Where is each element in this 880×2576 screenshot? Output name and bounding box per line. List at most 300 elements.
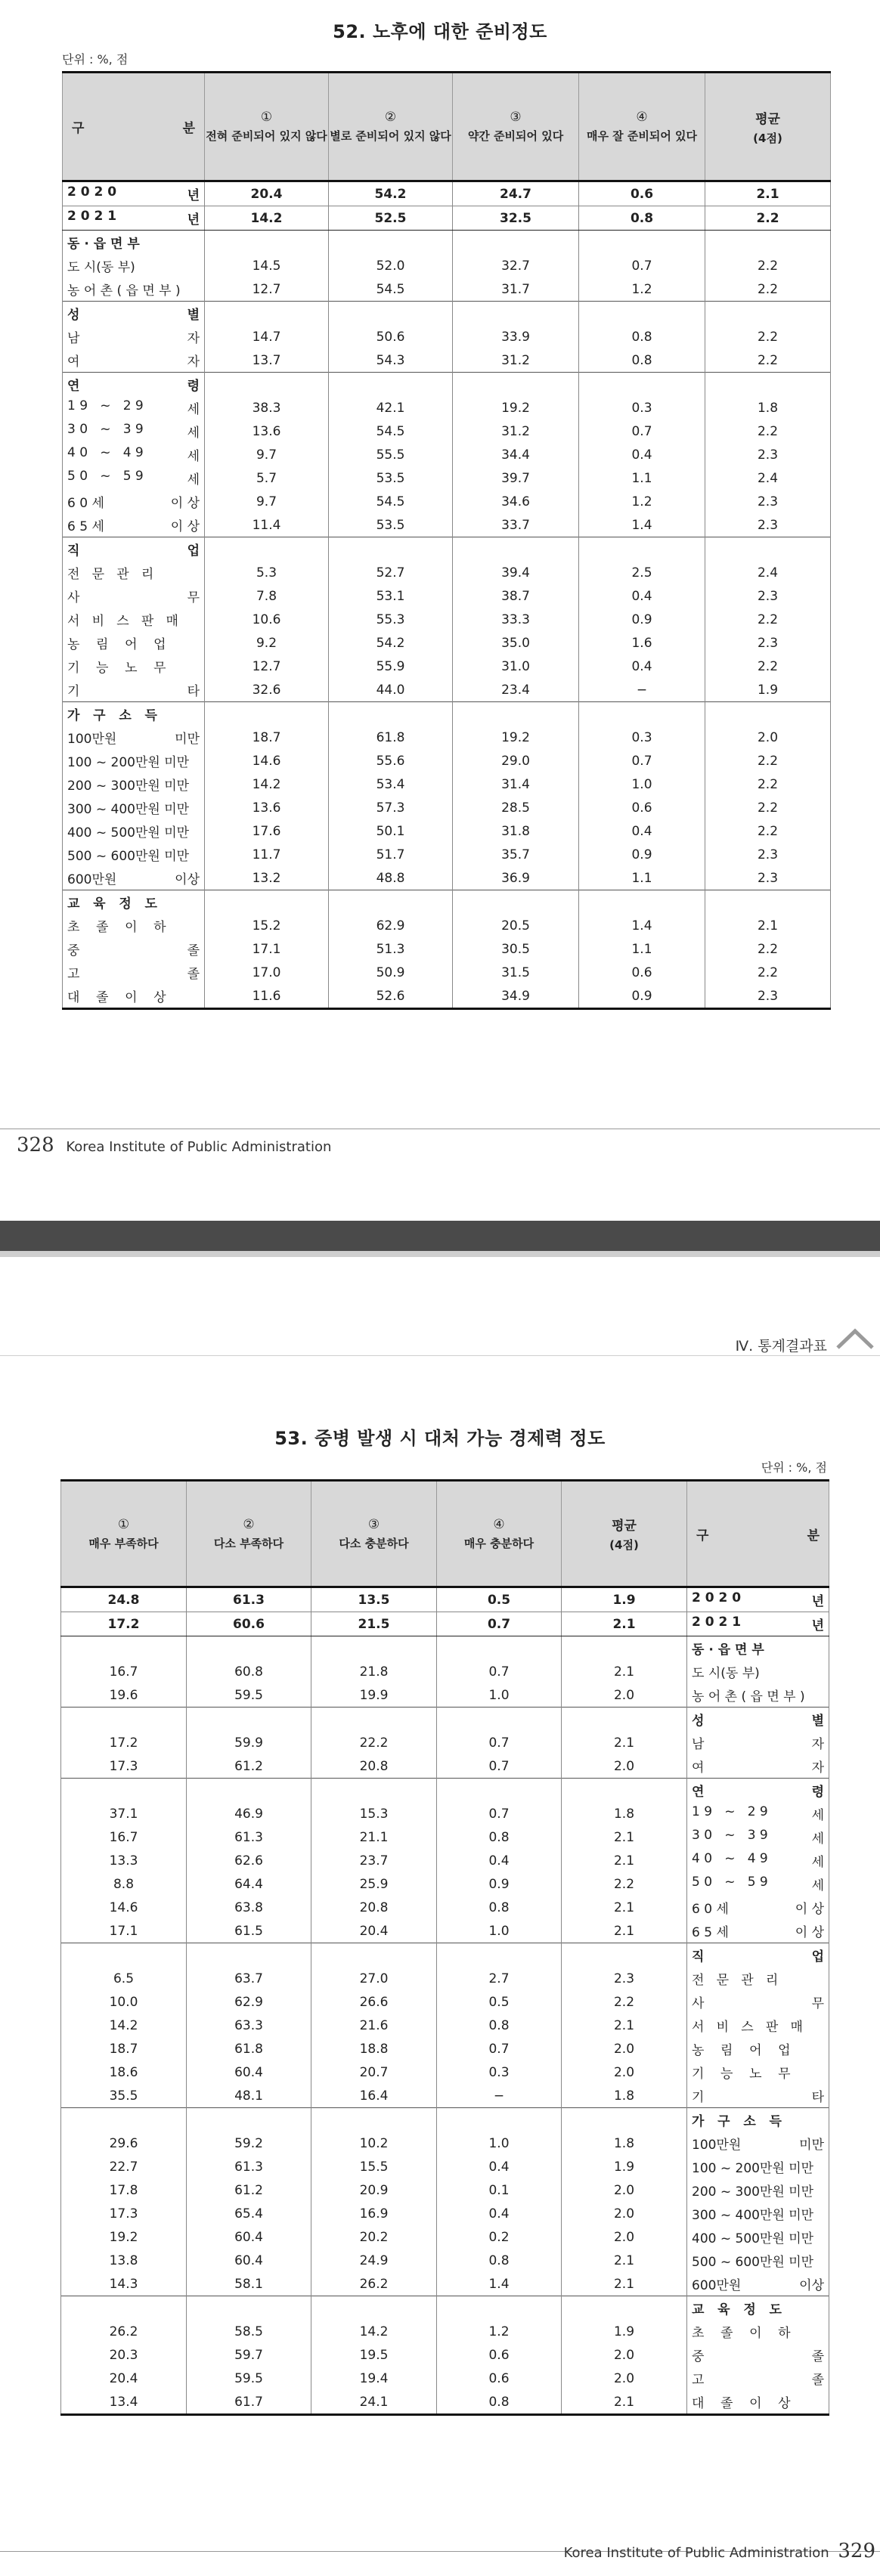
- cell-average: [562, 1779, 687, 1803]
- cell-average: 2.3: [705, 513, 831, 537]
- year-row: [63, 206, 831, 231]
- row-label: [63, 490, 205, 513]
- row-label-suffix: 이상: [175, 872, 200, 887]
- cell-value: 19.2: [453, 726, 579, 749]
- cell-average: 1.9: [705, 678, 831, 702]
- row-label-main: 5 0 ~ 5 9: [67, 469, 144, 484]
- cell-value: [61, 1708, 187, 1732]
- cell-value: 17.8: [61, 2178, 187, 2202]
- row-label-main: 100만원: [67, 732, 117, 747]
- row-label-main: 500 ~ 600만원 미만: [67, 849, 190, 864]
- table-row: [63, 866, 831, 890]
- year-row: [63, 181, 831, 206]
- table-row: [63, 584, 831, 608]
- table-row: [63, 443, 831, 466]
- cell-average: 2.3: [705, 584, 831, 608]
- cell-value: [437, 1636, 562, 1661]
- cell-value: 19.9: [311, 1683, 437, 1708]
- page-footer: [564, 2540, 875, 2562]
- cell-value: [187, 1636, 311, 1661]
- row-label-suffix: 세: [811, 1808, 824, 1823]
- cell-value: 62.6: [187, 1849, 311, 1872]
- cell-value: [329, 231, 453, 255]
- page-number: 328: [17, 1134, 54, 1156]
- cell-value: 13.7: [205, 348, 329, 373]
- cell-value: 52.0: [329, 254, 453, 277]
- header-col-1: ① 매우 부족하다: [61, 1481, 187, 1587]
- table-row: [63, 772, 831, 796]
- cell-average: 2.2: [705, 254, 831, 277]
- cell-value: 5.3: [205, 561, 329, 584]
- cell-average: 2.1: [562, 1612, 687, 1636]
- row-label: [687, 1802, 829, 1825]
- cell-average: 2.4: [705, 561, 831, 584]
- cell-value: 13.4: [61, 2390, 187, 2415]
- row-label: [63, 420, 205, 443]
- row-label-main: 100만원: [692, 2138, 742, 2153]
- cell-value: 13.6: [205, 420, 329, 443]
- cell-value: 59.5: [187, 1683, 311, 1708]
- cell-value: 1.0: [579, 772, 705, 796]
- cell-value: 17.0: [205, 961, 329, 984]
- cell-value: 0.4: [579, 819, 705, 843]
- cell-value: 24.1: [311, 2390, 437, 2415]
- row-label-suffix: 업: [811, 1949, 824, 1965]
- row-label-main: 기: [692, 2090, 705, 2105]
- row-label-main: 기 능 노 무: [67, 661, 166, 676]
- cell-value: [453, 702, 579, 726]
- cell-value: 0.6: [579, 961, 705, 984]
- row-label: [63, 373, 205, 397]
- cell-value: 20.4: [311, 1919, 437, 1943]
- cell-value: [187, 2296, 311, 2321]
- row-label: [687, 2390, 829, 2415]
- cell-value: 0.9: [437, 1872, 562, 1896]
- row-label-suffix: 년: [811, 1594, 824, 1609]
- row-label-suffix: 이상: [799, 2278, 824, 2293]
- cell-value: 34.9: [453, 984, 579, 1009]
- cell-value: 35.7: [453, 843, 579, 866]
- row-label: [687, 1943, 829, 1968]
- row-label-main: 중: [692, 2349, 705, 2364]
- cell-value: [187, 2108, 311, 2132]
- cell-value: 0.7: [437, 2037, 562, 2060]
- cell-value: 1.2: [579, 277, 705, 302]
- cell-average: [705, 537, 831, 562]
- cell-value: 23.4: [453, 678, 579, 702]
- cell-value: [579, 890, 705, 915]
- cell-value: 9.7: [205, 443, 329, 466]
- cell-value: 55.9: [329, 655, 453, 678]
- row-label: [687, 2108, 829, 2132]
- cell-value: 61.3: [187, 1587, 311, 1612]
- cell-average: 2.0: [562, 2202, 687, 2225]
- cell-value: 11.7: [205, 843, 329, 866]
- cell-value: 20.2: [311, 2225, 437, 2249]
- cell-value: [61, 1636, 187, 1661]
- table-row: [61, 1731, 829, 1754]
- cell-value: 37.1: [61, 1802, 187, 1825]
- row-label-main: 2 0 2 0: [692, 1590, 742, 1605]
- cell-value: 14.6: [205, 749, 329, 772]
- row-label-main: 100 ~ 200만원 미만: [692, 2161, 814, 2176]
- cell-average: 2.3: [705, 631, 831, 655]
- cell-value: 0.4: [579, 443, 705, 466]
- cell-value: [437, 1708, 562, 1732]
- table-row: [63, 655, 831, 678]
- cell-average: 2.2: [705, 206, 831, 231]
- cell-average: 2.2: [705, 608, 831, 631]
- cell-value: 63.8: [187, 1896, 311, 1919]
- row-label: [63, 348, 205, 373]
- cell-value: 61.3: [187, 2155, 311, 2178]
- cell-value: 0.5: [437, 1990, 562, 2014]
- table-row: [61, 2390, 829, 2415]
- cell-value: 61.2: [187, 2178, 311, 2202]
- row-label-main: 300 ~ 400만원 미만: [692, 2208, 814, 2223]
- cell-average: 2.0: [562, 1754, 687, 1779]
- cell-value: 32.6: [205, 678, 329, 702]
- cell-value: 31.5: [453, 961, 579, 984]
- cell-value: 31.4: [453, 772, 579, 796]
- table-row: [61, 1849, 829, 1872]
- cell-value: 5.7: [205, 466, 329, 490]
- row-label-suffix: 졸: [811, 2373, 824, 2388]
- table-row: [63, 843, 831, 866]
- cell-value: [329, 373, 453, 397]
- row-label-main: 교 육 정 도: [692, 2302, 782, 2317]
- cell-value: 10.0: [61, 1990, 187, 2014]
- row-label-main: 초 졸 이 하: [692, 2326, 791, 2341]
- cell-value: 53.1: [329, 584, 453, 608]
- cell-value: 51.7: [329, 843, 453, 866]
- row-label-main: 교 육 정 도: [67, 896, 157, 912]
- row-label-main: 3 0 ~ 3 9: [67, 422, 144, 437]
- row-label-suffix: 자: [811, 1760, 824, 1776]
- row-label-main: 사: [67, 590, 80, 605]
- cell-value: 10.2: [311, 2132, 437, 2155]
- cell-value: 0.8: [437, 2014, 562, 2037]
- row-label-main: 직: [67, 543, 80, 559]
- table-row: [61, 1967, 829, 1990]
- page-328: [0, 0, 880, 1221]
- cell-value: 15.2: [205, 914, 329, 937]
- cell-value: 61.5: [187, 1919, 311, 1943]
- cell-average: 2.1: [562, 1849, 687, 1872]
- table-row: [63, 796, 831, 819]
- cell-value: 21.1: [311, 1825, 437, 1849]
- table-row: [61, 1683, 829, 1708]
- row-label-suffix: 세: [811, 1831, 824, 1847]
- row-label-main: 여: [692, 1760, 705, 1776]
- cell-average: [705, 231, 831, 255]
- cell-value: 0.7: [437, 1802, 562, 1825]
- header-col-2: ② 다소 부족하다: [187, 1481, 311, 1587]
- page-number: 329: [838, 2540, 875, 2562]
- row-label: [687, 2132, 829, 2155]
- cell-value: 1.2: [579, 490, 705, 513]
- cell-value: 51.3: [329, 937, 453, 961]
- table-row: [61, 2084, 829, 2108]
- cell-value: 62.9: [329, 914, 453, 937]
- cell-value: [329, 537, 453, 562]
- row-label: [63, 231, 205, 255]
- row-label-main: 6 0 세: [67, 496, 104, 511]
- cell-value: 46.9: [187, 1802, 311, 1825]
- cell-value: 61.7: [187, 2390, 311, 2415]
- cell-average: [705, 890, 831, 915]
- table-row: [61, 2060, 829, 2084]
- cell-value: 8.8: [61, 1872, 187, 1896]
- cell-value: 14.2: [205, 206, 329, 231]
- cell-value: 0.7: [579, 420, 705, 443]
- cell-value: [61, 2296, 187, 2321]
- cell-value: 0.7: [437, 1731, 562, 1754]
- row-label: [63, 584, 205, 608]
- cell-average: 2.0: [562, 2367, 687, 2390]
- cell-value: 0.6: [437, 2343, 562, 2367]
- cell-value: 58.5: [187, 2320, 311, 2343]
- cell-value: [437, 2296, 562, 2321]
- row-label-main: 서 비 스 판 매: [692, 2020, 803, 2035]
- cell-value: 18.7: [205, 726, 329, 749]
- footer-org: Korea Institute of Public Administration: [563, 2545, 829, 2561]
- row-label: [63, 513, 205, 537]
- cell-value: 55.6: [329, 749, 453, 772]
- row-label-main: 서 비 스 판 매: [67, 614, 178, 629]
- cell-value: 18.8: [311, 2037, 437, 2060]
- row-label-main: 300 ~ 400만원 미만: [67, 802, 190, 817]
- cell-value: [205, 373, 329, 397]
- year-row: [61, 1587, 829, 1612]
- cell-average: 2.1: [562, 1660, 687, 1683]
- statistics-table: [62, 71, 831, 1010]
- row-label: [687, 1919, 829, 1943]
- cell-value: −: [579, 678, 705, 702]
- cell-average: 2.0: [562, 2178, 687, 2202]
- cell-average: [562, 2108, 687, 2132]
- row-label: [687, 1612, 829, 1636]
- cell-value: 0.7: [437, 1612, 562, 1636]
- cell-value: [205, 302, 329, 326]
- row-label: [687, 1754, 829, 1779]
- cell-value: 24.9: [311, 2249, 437, 2272]
- table-row: [63, 608, 831, 631]
- row-label-main: 기 능 노 무: [692, 2067, 791, 2082]
- cell-value: 20.5: [453, 914, 579, 937]
- cell-value: 14.3: [61, 2272, 187, 2296]
- header-col-3: ③ 다소 충분하다: [311, 1481, 437, 1587]
- row-label-main: 남: [692, 1737, 705, 1752]
- cell-value: 0.9: [579, 843, 705, 866]
- row-label-suffix: 이 상: [795, 1925, 824, 1940]
- cell-value: 33.9: [453, 325, 579, 348]
- cell-value: 1.1: [579, 866, 705, 890]
- group-header-row: [61, 1779, 829, 1803]
- table-row: [61, 1896, 829, 1919]
- row-label-suffix: 세: [187, 472, 200, 488]
- group-header-row: [63, 302, 831, 326]
- row-label: [63, 749, 205, 772]
- row-label-main: 연: [67, 379, 80, 394]
- page-329: [0, 1257, 880, 2576]
- row-label-main: 농 어 촌 ( 읍 면 부 ): [692, 1689, 805, 1704]
- cell-average: 2.3: [705, 984, 831, 1009]
- row-label-main: 200 ~ 300만원 미만: [692, 2184, 814, 2200]
- row-label: [63, 466, 205, 490]
- cell-value: 60.6: [187, 1612, 311, 1636]
- cell-value: 18.7: [61, 2037, 187, 2060]
- row-label-suffix: 타: [187, 684, 200, 699]
- row-label-suffix: 이 상: [170, 519, 200, 534]
- group-header-row: [63, 231, 831, 255]
- table-row: [61, 2132, 829, 2155]
- cell-average: 2.1: [705, 914, 831, 937]
- cell-value: [311, 2296, 437, 2321]
- cell-value: −: [437, 2084, 562, 2108]
- cell-average: 2.0: [562, 2060, 687, 2084]
- header-rule: [0, 1355, 880, 1356]
- row-label: [687, 2202, 829, 2225]
- cell-value: 2.7: [437, 1967, 562, 1990]
- cell-value: 0.3: [579, 726, 705, 749]
- row-label-main: 고: [67, 967, 80, 982]
- row-label-suffix: 미만: [799, 2138, 824, 2153]
- cell-average: [562, 1636, 687, 1661]
- cell-value: 31.2: [453, 420, 579, 443]
- row-label: [63, 890, 205, 915]
- page-footer: [17, 1134, 331, 1156]
- cell-value: 14.5: [205, 254, 329, 277]
- row-label-suffix: 무: [811, 1996, 824, 2011]
- cell-value: 1.2: [437, 2320, 562, 2343]
- cell-value: 61.2: [187, 1754, 311, 1779]
- row-label-main: 400 ~ 500만원 미만: [67, 825, 190, 841]
- row-label-main: 농 림 어 업: [692, 2043, 791, 2058]
- cell-value: 0.8: [437, 1896, 562, 1919]
- row-label: [63, 181, 205, 206]
- row-label-main: 대 졸 이 상: [692, 2396, 791, 2411]
- cell-average: [562, 2296, 687, 2321]
- cell-average: 2.1: [562, 1731, 687, 1754]
- cell-value: 1.0: [437, 1919, 562, 1943]
- chapter-label: Ⅳ. 통계결과표: [735, 1338, 827, 1355]
- row-label-suffix: 자: [187, 331, 200, 346]
- cell-average: 2.0: [562, 2225, 687, 2249]
- header-col-3: ③ 약간 준비되어 있다: [453, 73, 579, 181]
- cell-value: [329, 702, 453, 726]
- table-row: [63, 325, 831, 348]
- cell-value: 54.3: [329, 348, 453, 373]
- cell-value: 17.3: [61, 1754, 187, 1779]
- table-row: [61, 1802, 829, 1825]
- cell-value: 21.5: [311, 1612, 437, 1636]
- cell-value: 30.5: [453, 937, 579, 961]
- cell-value: 14.6: [61, 1896, 187, 1919]
- cell-value: 34.6: [453, 490, 579, 513]
- cell-value: 60.4: [187, 2060, 311, 2084]
- header-col-1: ① 전혀 준비되어 있지 않다: [205, 73, 329, 181]
- header-col-2: ② 별로 준비되어 있지 않다: [329, 73, 453, 181]
- cell-value: 26.2: [61, 2320, 187, 2343]
- cell-value: 52.6: [329, 984, 453, 1009]
- cell-value: 0.8: [579, 348, 705, 373]
- cell-value: 24.8: [61, 1587, 187, 1612]
- cell-value: 48.1: [187, 2084, 311, 2108]
- row-label-main: 2 0 2 1: [67, 209, 117, 224]
- cell-value: [61, 2108, 187, 2132]
- cell-value: 19.4: [311, 2367, 437, 2390]
- row-label-main: 4 0 ~ 4 9: [67, 445, 144, 460]
- cell-value: 17.1: [205, 937, 329, 961]
- table-row: [61, 2014, 829, 2037]
- row-label-main: 3 0 ~ 3 9: [692, 1828, 768, 1843]
- cell-value: [437, 1779, 562, 1803]
- cell-value: 2.5: [579, 561, 705, 584]
- row-label-suffix: 세: [811, 1878, 824, 1893]
- cell-average: 1.8: [562, 2084, 687, 2108]
- table-row: [63, 513, 831, 537]
- cell-value: [187, 1943, 311, 1968]
- cell-value: 14.7: [205, 325, 329, 348]
- cell-average: 1.8: [705, 396, 831, 420]
- row-label: [63, 702, 205, 726]
- cell-value: 19.5: [311, 2343, 437, 2367]
- unit-label: 단위 : %, 점: [62, 52, 129, 67]
- cell-value: 20.3: [61, 2343, 187, 2367]
- cell-value: 23.7: [311, 1849, 437, 1872]
- cell-average: 2.1: [562, 1919, 687, 1943]
- cell-value: 17.3: [61, 2202, 187, 2225]
- row-label: [687, 1967, 829, 1990]
- table-row: [63, 466, 831, 490]
- statistics-table: [60, 1479, 829, 2416]
- cell-value: [579, 302, 705, 326]
- table-row: [63, 396, 831, 420]
- table-row: [63, 490, 831, 513]
- cell-value: 0.1: [437, 2178, 562, 2202]
- cell-value: 63.7: [187, 1967, 311, 1990]
- table-row: [61, 1990, 829, 2014]
- cell-value: 60.8: [187, 1660, 311, 1683]
- cell-average: [705, 302, 831, 326]
- cell-value: 0.7: [579, 254, 705, 277]
- cell-value: 0.3: [437, 2060, 562, 2084]
- cell-value: 0.4: [437, 2155, 562, 2178]
- row-label-main: 1 9 ~ 2 9: [692, 1804, 768, 1819]
- row-label-suffix: 이 상: [795, 1902, 824, 1917]
- cell-value: 1.1: [579, 937, 705, 961]
- footer-org: Korea Institute of Public Administration: [66, 1139, 332, 1155]
- row-label-main: 6 5 세: [67, 519, 104, 534]
- row-label: [63, 561, 205, 584]
- cell-average: 2.0: [562, 1683, 687, 1708]
- table-row: [63, 561, 831, 584]
- cell-value: 61.3: [187, 1825, 311, 1849]
- row-label-main: 동 · 읍 면 부: [67, 237, 140, 252]
- cell-value: 25.9: [311, 1872, 437, 1896]
- row-label: [63, 914, 205, 937]
- cell-value: 22.2: [311, 1731, 437, 1754]
- year-row: [61, 1612, 829, 1636]
- group-header-row: [61, 1708, 829, 1732]
- cell-value: 54.5: [329, 420, 453, 443]
- cell-value: [187, 1779, 311, 1803]
- cell-value: 54.2: [329, 631, 453, 655]
- table-row: [63, 914, 831, 937]
- row-label: [687, 2084, 829, 2108]
- cell-average: 2.1: [562, 1896, 687, 1919]
